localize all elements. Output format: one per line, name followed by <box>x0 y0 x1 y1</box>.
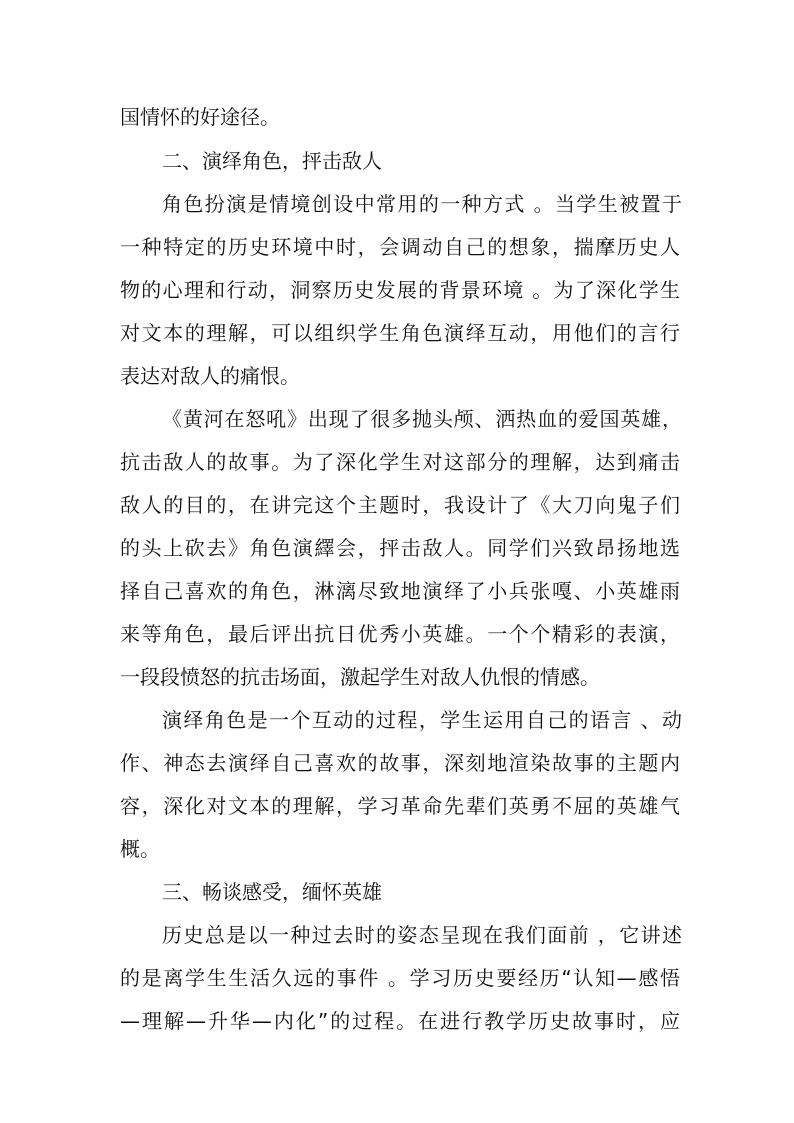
text-line: 的是离学生生活久远的事件 。学习历史要经历“认知—感悟 <box>120 966 680 990</box>
text-line: —理解—升华—内化”的过程。在进行教学历史故事时，应 <box>120 1009 680 1033</box>
text-line: 国情怀的好途径。 <box>120 105 280 129</box>
text-line: 的头上砍去》角色演繹会，抨击敌人。同学们兴致昂扬地选 <box>120 536 680 560</box>
section-heading: 三、畅谈感受，缅怀英雄 <box>162 880 382 904</box>
text-line: 表达对敌人的痛恨。 <box>120 364 300 388</box>
text-line: 概。 <box>120 837 160 861</box>
text-line: 抗击敌人的故事。为了深化学生对这部分的理解，达到痛击 <box>120 450 680 474</box>
text-line: 对文本的理解，可以组织学生角色演绎互动，用他们的言行 <box>120 321 680 345</box>
section-heading: 二、演绎角色，抨击敌人 <box>162 149 382 173</box>
text-line: 角色扮演是情境创设中常用的一种方式 。当学生被置于 <box>162 192 682 216</box>
text-line: 敌人的目的，在讲完这个主题时，我设计了《大刀向鬼子们 <box>120 493 680 517</box>
text-line: 容，深化对文本的理解，学习革命先辈们英勇不屈的英雄气 <box>120 794 680 818</box>
text-line: 物的心理和行动，洞察历史发展的背景环境 。为了深化学生 <box>120 278 680 302</box>
text-line: 一种特定的历史环境中时，会调动自己的想象，揣摩历史人 <box>120 235 680 259</box>
text-line: 来等角色，最后评出抗日优秀小英雄。一个个精彩的表演， <box>120 622 680 646</box>
text-line: 一段段愤怒的抗击场面，激起学生对敌人仇恨的情感。 <box>120 665 600 689</box>
text-line: 作、神态去演绎自己喜欢的故事，深刻地渲染故事的主题内 <box>120 751 680 775</box>
text-line: 《黄河在怒吼》出现了很多抛头颅、洒热血的爱国英雄， <box>162 407 682 431</box>
text-line: 择自己喜欢的角色，淋漓尽致地演绎了小兵张嘎、小英雄雨 <box>120 579 680 603</box>
text-line: 演绎角色是一个互动的过程，学生运用自己的语言 、动 <box>162 708 682 732</box>
text-line: 历史总是以一种过去时的姿态呈现在我们面前 ，它讲述 <box>162 923 682 947</box>
